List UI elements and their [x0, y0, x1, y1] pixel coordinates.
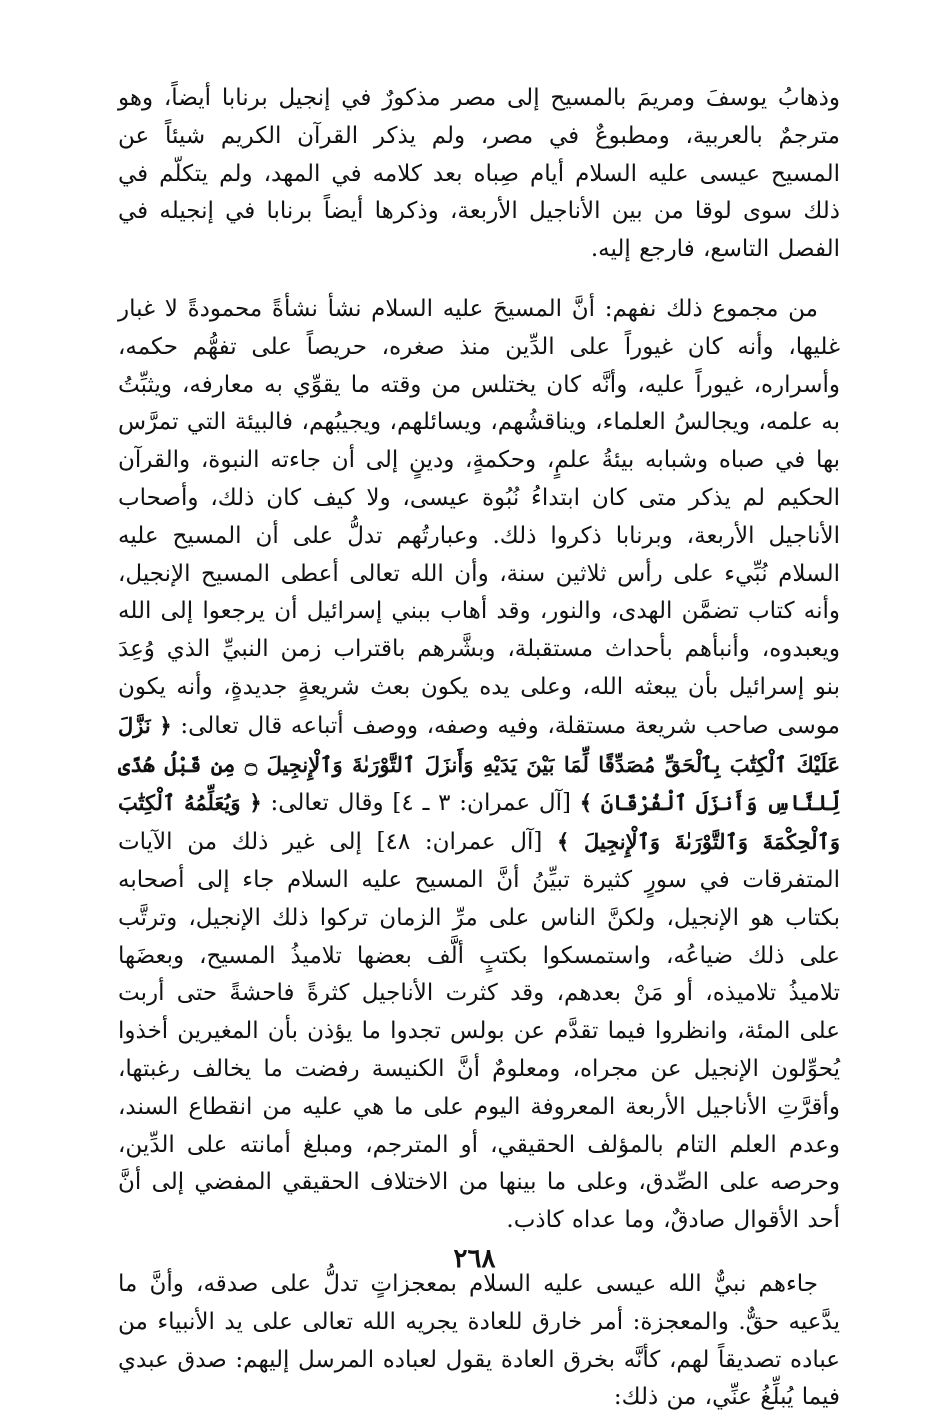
page-body [118, 80, 840, 1417]
paragraph-1: وذهابُ يوسفَ ومريمَ بالمسيح إلى مصر مذكورٌ في إنجيل برنابا أيضاً، وهو مترجمٌ بالعربية، ومطبوعٌ في مصر، ولم يذكر القرآن الكريم شيئاً عن المسيح عيسى عليه السلام أيام صِباه بعد كلامه في المهد، ولم يتكلّم في ذلك سوى لوقا من بين الأناجيل الأربعة، وذكرها أيضاً برنابا في إنجيله في الفصل التاسع، فارجع إليه. [118, 85, 840, 263]
paragraph-2-continuation: إلى غير ذلك من الآيات المتفرقات في سورٍ كثيرة تبيِّنُ أنَّ المسيح عليه السلام جاء إلى أصحابه بكتاب هو الإنجيل، ولكنَّ الناس على مرِّ الزمان تركوا ذلك الإنجيل، وترتَّب على ذلك ضياعُه، واستمسكوا بكتبٍ ألَّف بعضها تلاميذُ المسيح، وبعضَها تلاميذُ تلاميذه، أو مَنْ بعدهم، وقد كثرت الأناجيل كثرةً فاحشةً حتى أربت على المئة، وانظروا فيما تقدَّم عن بولس تجدوا ما يؤذن بأن المغيرين أخذوا يُحوِّلون الإنجيل عن مجراه، ومعلومٌ أنَّ الكنيسة رفضت ما يخالف رغبتها، وأقرَّتِ الأناجيل الأربعة المعروفة اليوم على ما هي عليه من انقطاع السند، وعدم العلم التام بالمؤلف الحقيقي، أو المترجم، ومبلغ أمانته على الدِّين، وحرصه على الصِّدق، وعلى ما بينها من الاختلاف الحقيقي المفضي إلى أنَّ أحد الأقوال صادقٌ، وما عداه كاذب. [118, 829, 841, 1234]
page-number: ٢٦٨ [453, 1244, 496, 1274]
said-text: وقال تعالى: [270, 790, 384, 817]
citation-1: [آل عمران: ٣ ـ ٤] [392, 790, 571, 817]
paragraph-3: جاءهم نبيٌّ الله عيسى عليه السلام بمعجزاتٍ تدلُّ على صدقه، وأنَّ ما يدَّعيه حقٌّ. والمعجزة: أمر خارق للعادة يجريه الله تعالى على يد الأنبياء من عباده تصديقاً لهم، كأنَّه بخرق العادة يقول لعباده المرسل إليهم: صدق عبدي فيما يُبلِّغُ عنِّي، من ذلك: [118, 1270, 840, 1411]
quran-verse-1: ﴿ نَزَّلَ عَلَيْكَ ٱلْكِتَٰبَ بِٱلْحَقِّ مُصَدِّقًا لِّمَا بَيْنَ يَدَيْهِ وَأَنزَلَ ٱلتَّوْرَىٰةَ وَٱلْإِنجِيلَ ۝ مِن قَبْلُ هُدًى لِّلنَّاسِ وَأَنزَلَ ٱلْفُرْقَانَ ﴾ [118, 712, 841, 816]
paragraph-2 [118, 291, 840, 1240]
paragraph-2-text: من مجموع ذلك نفهم: أنَّ المسيحَ عليه السلام نشأ نشأةً محمودةً لا غبار غليها، وأنه كان غيوراً على الدِّين منذ صغره، حريصاً على تفهُّم حكمه، وأسراره، غيوراً عليه، وأنَّه كان يختلس من وقته ما يقوِّي به معارفه، ويثبِّتُ به علمه، ويجالسُ العلماء، ويناقشُهم، ويسائلهم، ويجيبُهم، فالبيئة التي تمرَّس بها في صباه وشبابه بيئةُ علمٍ، وحكمةٍ، ودينٍ إلى أن جاءته النبوة، والقرآن الحكيم لم يذكر متى كان ابتداءُ نُبُوة عيسى، ولا كيف كان ذلك، وأصحاب الأناجيل الأربعة، وبرنابا ذكروا ذلك. وعبارتُهم تدلُّ على أن المسيح عليه السلام نُبِّيء على رأس ثلاثين سنة، وأن الله تعالى أعطى المسيح الإنجيل، وأنه كتاب تضمَّن الهدى، والنور، وقد أهاب ببني إسرائيل أن يرجعوا إلى الله ويعبدوه، وأنبأهم بأحداث مستقبلة، وبشَّرهم باقتراب زمن النبيِّ الذي وُعِدَ بنو إسرائيل بأن يبعثه الله، وعلى يده يكون بعث شريعةٍ جديدةٍ، وأنه يكون موسى صاحب شريعة مستقلة، وفيه وصفه، ووصف أتباعه قال تعالى: [118, 295, 840, 739]
quran-verse-2: ﴿ وَيُعَلِّمُهُ ٱلْكِتَٰبَ وَٱلْحِكْمَةَ وَٱلتَّوْرَىٰةَ وَٱلْإِنجِيلَ ﴾ [118, 790, 841, 855]
citation-2: [آل عمران: ٤٨] [376, 829, 543, 856]
